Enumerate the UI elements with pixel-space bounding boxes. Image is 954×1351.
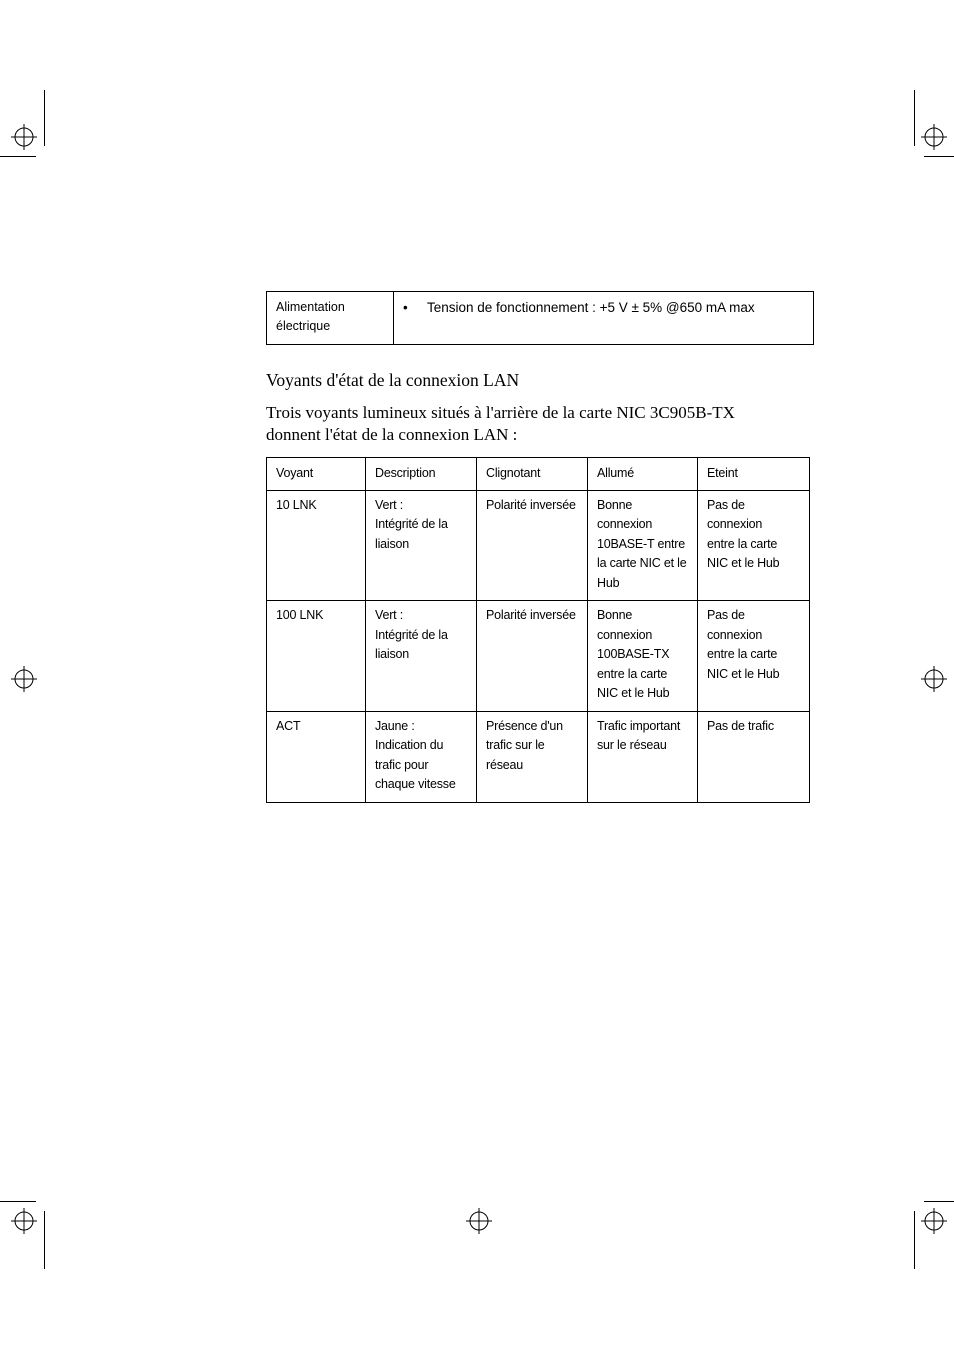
- table-cell: [477, 490, 588, 601]
- spec-value-cell: [394, 292, 814, 345]
- table-cell: [366, 601, 477, 712]
- registration-target-icon: [11, 666, 37, 692]
- header-cell-allume: Allumé: [588, 458, 698, 491]
- cell-line: trafic pour: [375, 757, 429, 772]
- cell-line: Intégrité de la: [375, 517, 448, 531]
- cell-line: Polarité inversée: [486, 608, 576, 622]
- cell-line: trafic sur le: [486, 738, 545, 752]
- cell-line: entre la carte: [707, 647, 778, 661]
- table-cell: [588, 601, 698, 712]
- registration-target-icon: [11, 1208, 37, 1234]
- table-cell: [477, 601, 588, 712]
- registration-target-icon: [921, 666, 947, 692]
- table-cell: [698, 490, 810, 601]
- spec-label-line: Alimentation: [276, 300, 345, 314]
- cell-line: Jaune :: [375, 718, 415, 733]
- table-row: [267, 292, 814, 345]
- table-cell: [588, 711, 698, 802]
- spec-label-cell: [267, 292, 394, 345]
- cell-line: Vert :: [375, 608, 403, 622]
- intro-line: donnent l'état de la connexion LAN :: [266, 425, 518, 444]
- table-header-row: [267, 458, 810, 491]
- cell-line: liaison: [375, 536, 410, 551]
- power-spec-table: [266, 291, 814, 345]
- cell-line: entre la carte: [707, 536, 778, 551]
- crop-mark-top-right-horizontal: [924, 156, 954, 157]
- table-cell: [267, 601, 366, 712]
- header-cell-description: Description: [366, 458, 477, 491]
- cell-line: chaque vitesse: [375, 777, 456, 791]
- led-status-table: [266, 457, 810, 803]
- cell-line: Pas de trafic: [707, 718, 774, 733]
- cell-line: 100BASE-TX: [597, 647, 670, 661]
- cell-line: Trafic important: [597, 718, 681, 733]
- registration-target-icon: [466, 1208, 492, 1234]
- header-cell-clignotant: Clignotant: [477, 458, 588, 491]
- registration-target-icon: [921, 1208, 947, 1234]
- cell-line: la carte NIC et le: [597, 556, 687, 570]
- cell-line: Bonne connexion: [597, 608, 653, 642]
- cell-line: Polarité inversée: [486, 497, 576, 512]
- cell-line: Intégrité de la: [375, 627, 448, 642]
- section-intro: [266, 402, 826, 446]
- spec-value-text: Tension de fonctionnement : +5 V ± 5% @650 mA max: [427, 300, 755, 315]
- crop-mark-top-left-vertical: [44, 90, 45, 146]
- table-row: [267, 490, 810, 601]
- table-cell: [366, 490, 477, 601]
- cell-line: réseau: [486, 757, 524, 772]
- table-cell: [477, 711, 588, 802]
- table-cell: [698, 601, 810, 712]
- table-cell: [588, 490, 698, 601]
- cell-line: Présence d'un: [486, 718, 563, 733]
- header-cell-voyant: Voyant: [267, 458, 366, 491]
- table-cell: [267, 490, 366, 601]
- cell-line: 100 LNK: [276, 608, 324, 622]
- cell-line: 10BASE-T entre: [597, 536, 685, 551]
- cell-line: NIC et le Hub: [597, 686, 670, 700]
- cell-line: Hub: [597, 575, 620, 590]
- cell-line: NIC et le Hub: [707, 556, 780, 570]
- intro-line: Trois voyants lumineux situés à l'arrière de la carte NIC 3C905B-TX: [266, 403, 735, 422]
- spec-label-line: électrique: [276, 319, 331, 333]
- section-heading: Voyants d'état de la connexion LAN: [266, 370, 520, 390]
- cell-line: Pas de connexion: [707, 608, 763, 642]
- cell-line: Bonne connexion: [597, 497, 653, 531]
- cell-line: NIC et le Hub: [707, 666, 780, 681]
- registration-target-icon: [921, 124, 947, 150]
- bullet-icon: •: [403, 300, 408, 315]
- cell-line: Vert :: [375, 497, 403, 512]
- crop-mark-bottom-right-vertical: [914, 1211, 915, 1269]
- cell-line: entre la carte: [597, 666, 668, 681]
- crop-mark-top-left-horizontal: [0, 156, 36, 157]
- header-cell-eteint: Eteint: [698, 458, 810, 491]
- table-cell: [366, 711, 477, 802]
- table-cell: [267, 711, 366, 802]
- table-cell: [698, 711, 810, 802]
- cell-line: Pas de connexion: [707, 497, 763, 531]
- crop-mark-top-right-vertical: [914, 90, 915, 146]
- cell-line: 10 LNK: [276, 497, 317, 512]
- crop-mark-bottom-left-horizontal: [0, 1201, 36, 1202]
- registration-target-icon: [11, 124, 37, 150]
- cell-line: liaison: [375, 647, 410, 661]
- table-row: [267, 601, 810, 712]
- table-row: [267, 711, 810, 802]
- cell-line: ACT: [276, 718, 301, 733]
- cell-line: Indication du: [375, 738, 444, 752]
- cell-line: sur le réseau: [597, 738, 667, 752]
- crop-mark-bottom-left-vertical: [44, 1211, 45, 1269]
- crop-mark-bottom-right-horizontal: [924, 1201, 954, 1202]
